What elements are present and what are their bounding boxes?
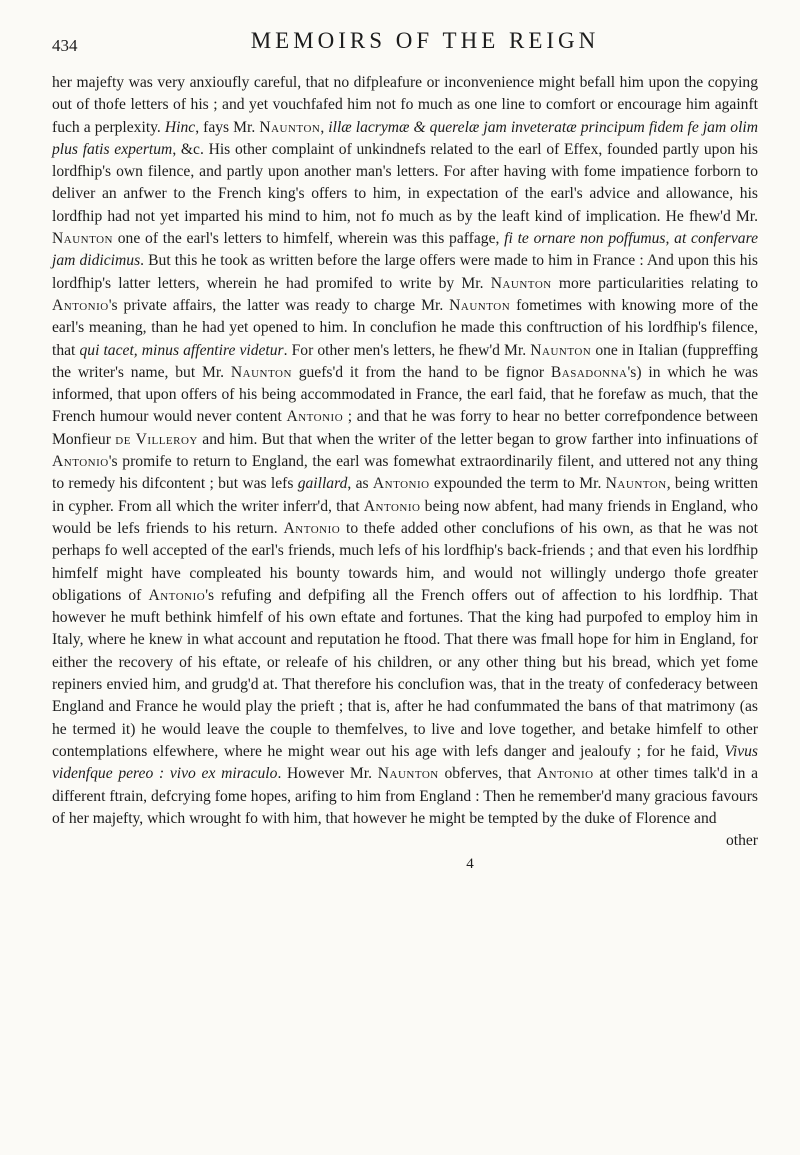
text-run: ; and that he was forry to hear no better correfpondence between Monfieur (52, 408, 758, 448)
text-run: one in Italian (fuppreffing the writer's name, but Mr. (52, 341, 758, 381)
text-run: , (320, 118, 329, 136)
italic-text: fi te ornare non poffumus, at confervare jam didicimus (52, 230, 758, 270)
page-header (52, 28, 758, 62)
signature-mark: 4 (466, 856, 474, 873)
italic-text: gaillard (297, 475, 348, 493)
small-caps-name: Basadonna (550, 363, 628, 381)
running-head: MEMOIRS OF THE REIGN (250, 28, 600, 53)
italic-text: qui tacet, minus affentire videtur (79, 341, 284, 359)
small-caps-name: Antonio (363, 497, 421, 515)
text-run: , &c. His other complaint of unkindnefs related to the earl of Effex, founded partly upon his lordfhip's own filence, and partly upon another man's letters. For after having with fome impatience forborn to deliver an anfwer to the French king's offers to him, in expectation of the earl's advice and allowance, his lordfhip had not yet imparted his mind to him, not fo much as by the leaft kind of implication. He fhew'd Mr. (52, 140, 758, 225)
small-caps-name: Naunton (449, 296, 511, 314)
text-run: and him. But that when the writer of the letter began to grow farther into infinuations of (197, 430, 759, 448)
text-run: obferves, that (438, 765, 537, 783)
small-caps-name: Naunton (377, 765, 439, 783)
text-run: 's) in which he was informed, that upon offers of his being accommodated in France, the earl faid, that he forefaw as much, that the French humour would never content (52, 363, 759, 426)
small-caps-name: Naunton (230, 363, 292, 381)
small-caps-name: Antonio (52, 453, 109, 471)
book-page (52, 28, 758, 873)
text-run: one of the earl's letters to himfelf, wherein was this paffage, (113, 230, 505, 248)
text-run: , being written in cypher. From all which the writer inferr'd, that (52, 475, 758, 515)
text-run: at other times talk'd in a different ftrain, defcrying fome hopes, arifing to him from England : Then he remember'd many gracious favours of her majefty, which wrought fo with him, that however he might be tempted by the duke of Florence and (52, 765, 759, 827)
small-caps-name: Antonio (148, 586, 206, 604)
text-run: , fays Mr. (195, 118, 260, 136)
text-run: being now abfent, had many friends in England, who would be lefs friends to his return. (52, 497, 758, 537)
text-run: . However Mr. (277, 765, 378, 783)
text-run: fometimes with knowing more of the earl's meaning, than he had yet opened to him. In conclufion he made this conftruction of his lordfhip's filence, that (52, 296, 758, 359)
page-number: 434 (52, 36, 78, 55)
small-caps-name: Naunton (490, 274, 552, 292)
italic-text: Vivus videnfque pereo : vivo ex miraculo (52, 742, 758, 783)
body-text (52, 72, 758, 830)
small-caps-name: Antonio (536, 765, 594, 783)
text-run: to thefe added other conclufions of his own, as that he was not perhaps fo well accepted of the earl's friends, much lefs of his lordfhip's back-friends ; and that even his lordfhip himfelf might have compleated his bounty towards him, and would not willingly undergo thofe greater obligations of (52, 519, 758, 604)
small-caps-name: Naunton (605, 475, 667, 493)
text-run: more particularities relating to (551, 274, 758, 292)
text-run: expounded the term to Mr. (429, 475, 606, 493)
text-run: 's private affairs, the latter was ready to charge Mr. (108, 296, 450, 314)
text-run: her majefty was very anxioufly careful, that no difpleafure or inconvenience might befall him upon the copying out of thofe letters of his ; and yet vouchfafed him not fo much as one line to comfort or encourage him againft fuch a perplexity. (52, 74, 758, 136)
catchword: other (725, 832, 758, 850)
text-run: . But this he took as written before the large offers were made to him in France : And upon this his lordfhip's latter letters, wherein he had promifed to write by Mr. (52, 252, 758, 292)
small-caps-name: Antonio (283, 519, 341, 537)
small-caps-name: Naunton (52, 230, 114, 248)
small-caps-name: Antonio (372, 475, 430, 493)
small-caps-name: Naunton (259, 118, 321, 136)
italic-text: Hinc (164, 118, 196, 136)
small-caps-name: Antonio (286, 408, 344, 426)
small-caps-name: Naunton (530, 341, 592, 359)
small-caps-name: Antonio (52, 296, 109, 314)
text-run: , as (347, 475, 373, 493)
text-run: 's promife to return to England, the earl was fomewhat extraordinarily filent, and uttered not any thing to remedy his difcontent ; but was lefs (52, 453, 758, 493)
text-run: . For other men's letters, he fhew'd Mr. (283, 341, 531, 359)
text-run: 's refufing and defpifing all the French offers out of affection to his lordfhip. That however he muft bethink himfelf of his own eftate and fortunes. That the king had purpofed to employ him in Italy, where he knew in what account and reputation he ftood. That there was fmall hope for him in England, for either the recovery of his eftate, or releafe of his children, or any other thing but his bread, which yet fome repiners envied him, and grudg'd at. That therefore his conclufion was, that in the treaty of confederacy between England and France he would play the prieft ; that is, after he had confummated the bans of that matrimony (as he termed it) he would leave the couple to themfelves, to live and love together, and betake himfelf to other contemplations elfewhere, where he might wear out his age with lefs danger and jealoufy ; for he faid, (52, 586, 758, 760)
small-caps-name: de Villeroy (115, 430, 198, 448)
text-run: guefs'd it from the hand to be fignor (291, 363, 551, 381)
italic-text: illæ lacrymæ & querelæ jam inveteratæ principum fidem fe jam olim plus fatis expertum (52, 118, 758, 158)
body-paragraph (52, 72, 758, 830)
